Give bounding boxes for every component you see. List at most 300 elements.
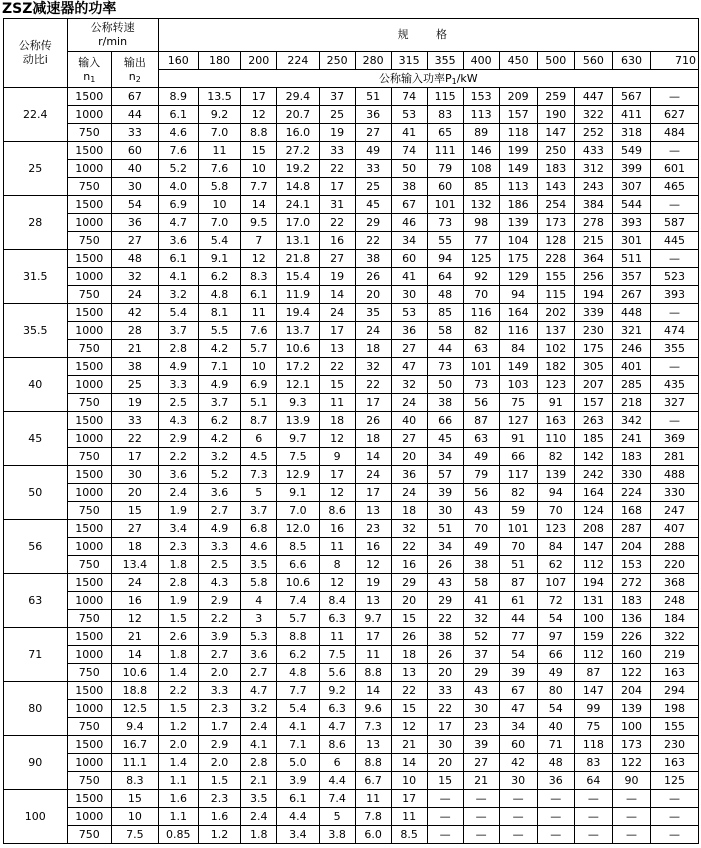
power-cell: 6.2 — [277, 646, 319, 664]
power-cell: 327 — [651, 394, 699, 412]
power-cell: 5.4 — [198, 232, 240, 250]
power-cell: 16 — [355, 538, 391, 556]
power-cell: — — [499, 808, 537, 826]
power-cell: 118 — [574, 736, 612, 754]
power-cell: 74 — [391, 88, 427, 106]
power-cell: 12 — [319, 484, 355, 502]
power-cell: 2.3 — [198, 700, 240, 718]
power-cell: 118 — [499, 124, 537, 142]
power-cell: 26 — [355, 268, 391, 286]
power-cell: 247 — [651, 502, 699, 520]
power-cell: 63 — [463, 430, 499, 448]
power-cell: 474 — [651, 322, 699, 340]
power-cell: 7.6 — [198, 160, 240, 178]
header-row-1 — [4, 19, 699, 52]
power-cell: 2.0 — [198, 664, 240, 682]
power-cell: 51 — [427, 520, 463, 538]
ratio-cell: 35.5 — [4, 304, 68, 358]
power-cell: 207 — [574, 376, 612, 394]
power-cell: 15 — [391, 610, 427, 628]
power-cell: 4.9 — [198, 376, 240, 394]
power-cell: 27 — [355, 124, 391, 142]
ratio-cell: 80 — [4, 682, 68, 736]
power-cell: 2.5 — [158, 394, 198, 412]
power-cell: — — [574, 808, 612, 826]
power-cell: 219 — [651, 646, 699, 664]
power-cell: 21 — [391, 736, 427, 754]
power-cell: 139 — [499, 214, 537, 232]
power-cell: 157 — [574, 394, 612, 412]
power-cell: 24 — [391, 484, 427, 502]
input-speed-cell: 1000 — [67, 106, 111, 124]
power-cell: 8 — [319, 556, 355, 574]
input-speed-cell: 750 — [67, 664, 111, 682]
power-cell: 75 — [574, 718, 612, 736]
power-cell: 259 — [537, 88, 574, 106]
power-cell: 215 — [574, 232, 612, 250]
power-cell: 263 — [574, 412, 612, 430]
power-cell: 13.1 — [277, 232, 319, 250]
power-cell: 147 — [537, 124, 574, 142]
power-cell: 243 — [574, 178, 612, 196]
power-cell: 3.7 — [198, 394, 240, 412]
power-cell: 56 — [463, 484, 499, 502]
power-cell: 2.8 — [241, 754, 277, 772]
power-cell: 1.1 — [158, 808, 198, 826]
power-cell: 2.7 — [198, 502, 240, 520]
power-cell: — — [463, 808, 499, 826]
power-cell: 13 — [319, 340, 355, 358]
power-cell: 47 — [499, 700, 537, 718]
power-cell: 190 — [537, 106, 574, 124]
power-cell: 4.9 — [198, 520, 240, 538]
power-cell: 12 — [319, 430, 355, 448]
power-cell: 92 — [463, 268, 499, 286]
power-cell: 74 — [391, 142, 427, 160]
power-cell: 8.4 — [319, 592, 355, 610]
power-cell: 24 — [319, 304, 355, 322]
power-cell: 25 — [355, 178, 391, 196]
power-cell: 204 — [612, 682, 650, 700]
power-cell: 87 — [574, 664, 612, 682]
power-cell: — — [574, 790, 612, 808]
power-cell: 523 — [651, 268, 699, 286]
power-cell: 64 — [427, 268, 463, 286]
table-row — [4, 610, 699, 628]
power-cell: 285 — [612, 376, 650, 394]
output-speed-cell: 8.3 — [112, 772, 159, 790]
power-cell: 3.2 — [198, 448, 240, 466]
output-speed-cell: 44 — [112, 106, 159, 124]
power-cell: 164 — [574, 484, 612, 502]
power-cell: 94 — [537, 484, 574, 502]
power-cell: 11 — [319, 394, 355, 412]
power-cell: 16 — [391, 556, 427, 574]
power-cell: 15 — [427, 772, 463, 790]
power-cell: 7.7 — [241, 178, 277, 196]
power-cell: 1.1 — [158, 772, 198, 790]
table-row — [4, 448, 699, 466]
power-cell: 27 — [463, 754, 499, 772]
power-cell: 6.1 — [277, 790, 319, 808]
output-speed-cell: 33 — [112, 124, 159, 142]
power-cell: 32 — [355, 358, 391, 376]
power-cell: — — [574, 826, 612, 844]
power-cell: 3.6 — [198, 484, 240, 502]
input-speed-cell: 1500 — [67, 412, 111, 430]
power-cell: 46 — [391, 214, 427, 232]
table-row — [4, 358, 699, 376]
power-cell: 6.8 — [241, 520, 277, 538]
power-cell: 1.9 — [158, 502, 198, 520]
power-cell: 85 — [463, 178, 499, 196]
input-speed-cell: 1000 — [67, 538, 111, 556]
input-speed-cell: 1000 — [67, 754, 111, 772]
power-cell: 17 — [355, 628, 391, 646]
power-cell: 12 — [355, 556, 391, 574]
power-cell: 2.2 — [158, 448, 198, 466]
power-cell: 1.5 — [198, 772, 240, 790]
power-cell: 7.0 — [198, 124, 240, 142]
power-cell: 83 — [427, 106, 463, 124]
power-cell: — — [463, 826, 499, 844]
power-cell: 33 — [427, 682, 463, 700]
table-row — [4, 754, 699, 772]
power-cell: 4.2 — [198, 430, 240, 448]
power-cell: 8.1 — [198, 304, 240, 322]
power-cell: 544 — [612, 196, 650, 214]
power-cell: 14 — [241, 196, 277, 214]
power-cell: 407 — [651, 520, 699, 538]
power-cell: 3.7 — [241, 502, 277, 520]
power-cell: 18 — [355, 340, 391, 358]
power-cell: 301 — [612, 232, 650, 250]
power-cell: 9.7 — [355, 610, 391, 628]
power-cell: 40 — [537, 718, 574, 736]
power-cell: 183 — [537, 160, 574, 178]
power-cell: 202 — [537, 304, 574, 322]
power-cell: 163 — [537, 412, 574, 430]
power-cell: 3.6 — [158, 232, 198, 250]
table-row — [4, 502, 699, 520]
power-cell: 7.4 — [319, 790, 355, 808]
power-cell: 355 — [651, 340, 699, 358]
input-speed-cell: 750 — [67, 286, 111, 304]
power-cell: 17.2 — [277, 358, 319, 376]
power-cell: 7.6 — [158, 142, 198, 160]
power-cell: 66 — [537, 646, 574, 664]
power-cell: 6.3 — [319, 700, 355, 718]
power-cell: 1.9 — [158, 592, 198, 610]
power-cell: 254 — [537, 196, 574, 214]
power-cell: 19 — [319, 124, 355, 142]
power-cell: 40 — [391, 412, 427, 430]
input-speed-cell: 1500 — [67, 574, 111, 592]
power-cell: 14 — [355, 448, 391, 466]
power-cell: 108 — [463, 160, 499, 178]
output-speed-cell: 27 — [112, 520, 159, 538]
power-cell: 41 — [391, 124, 427, 142]
table-row — [4, 394, 699, 412]
power-cell: — — [499, 826, 537, 844]
input-speed-cell: 750 — [67, 124, 111, 142]
power-cell: 1.5 — [158, 700, 198, 718]
output-speed-cell: 24 — [112, 574, 159, 592]
power-cell: 127 — [499, 412, 537, 430]
table-row — [4, 466, 699, 484]
power-cell: — — [427, 808, 463, 826]
power-cell: 57 — [427, 466, 463, 484]
power-cell: 5.1 — [241, 394, 277, 412]
power-cell: 22 — [355, 376, 391, 394]
header-row-2 — [4, 52, 699, 70]
power-cell: 163 — [651, 754, 699, 772]
power-cell: 27 — [319, 250, 355, 268]
power-cell: 11 — [355, 646, 391, 664]
power-cell: 116 — [463, 304, 499, 322]
power-cell: 112 — [574, 556, 612, 574]
power-cell: 1.2 — [198, 826, 240, 844]
power-cell: 100 — [612, 718, 650, 736]
power-cell: 10 — [391, 772, 427, 790]
power-cell: 7.3 — [241, 466, 277, 484]
power-cell: 43 — [463, 682, 499, 700]
power-cell: 9.2 — [198, 106, 240, 124]
speed-header: 公称转速 r/min — [67, 19, 158, 52]
table-row — [4, 268, 699, 286]
power-cell: 122 — [612, 664, 650, 682]
power-cell: 4.6 — [241, 538, 277, 556]
power-cell: 393 — [651, 286, 699, 304]
power-cell: 2.2 — [158, 682, 198, 700]
table-row — [4, 592, 699, 610]
table-row — [4, 376, 699, 394]
power-cell: 1.7 — [198, 718, 240, 736]
power-cell: 122 — [612, 754, 650, 772]
power-cell: 21 — [463, 772, 499, 790]
table-row — [4, 808, 699, 826]
power-cell: 77 — [499, 628, 537, 646]
power-cell: 7.6 — [241, 322, 277, 340]
output-speed-cell: 21 — [112, 628, 159, 646]
power-cell: 173 — [612, 736, 650, 754]
power-cell: 4.8 — [198, 286, 240, 304]
output-speed-cell: 22 — [112, 430, 159, 448]
table-row — [4, 340, 699, 358]
power-cell: 70 — [463, 520, 499, 538]
power-cell: — — [651, 142, 699, 160]
power-cell: 433 — [574, 142, 612, 160]
power-cell: 2.9 — [198, 592, 240, 610]
power-cell: 101 — [463, 358, 499, 376]
table-row — [4, 412, 699, 430]
power-cell: 4.0 — [158, 178, 198, 196]
power-cell: 173 — [537, 214, 574, 232]
power-cell: 48 — [427, 286, 463, 304]
power-cell: 186 — [499, 196, 537, 214]
power-cell: 10 — [241, 160, 277, 178]
power-cell: 27 — [391, 430, 427, 448]
power-cell: 256 — [574, 268, 612, 286]
size-cell: 355 — [427, 52, 463, 70]
power-cell: 6.0 — [355, 826, 391, 844]
power-cell: 70 — [499, 538, 537, 556]
power-cell: 369 — [651, 430, 699, 448]
power-cell: 39 — [499, 664, 537, 682]
power-cell: 4.6 — [158, 124, 198, 142]
power-cell: 305 — [574, 358, 612, 376]
power-cell: 13 — [391, 664, 427, 682]
power-cell: 147 — [574, 682, 612, 700]
power-cell: 17 — [355, 394, 391, 412]
power-cell: 111 — [427, 142, 463, 160]
power-cell: 91 — [499, 430, 537, 448]
input-speed-cell: 1000 — [67, 484, 111, 502]
ratio-cell: 56 — [4, 520, 68, 574]
power-cell: 102 — [537, 340, 574, 358]
power-cell: — — [427, 826, 463, 844]
power-cell: 7.8 — [355, 808, 391, 826]
power-cell: 278 — [574, 214, 612, 232]
power-cell: 24.1 — [277, 196, 319, 214]
power-cell: 322 — [651, 628, 699, 646]
power-cell: 6.1 — [241, 286, 277, 304]
power-cell: 5.2 — [198, 466, 240, 484]
output-speed-cell: 30 — [112, 178, 159, 196]
power-cell: 36 — [391, 466, 427, 484]
power-cell: 3 — [241, 610, 277, 628]
output-speed-cell: 18 — [112, 538, 159, 556]
power-cell: 66 — [427, 412, 463, 430]
power-cell: 43 — [463, 502, 499, 520]
power-cell: 182 — [537, 358, 574, 376]
power-cell: 82 — [537, 448, 574, 466]
input-speed-cell: 1500 — [67, 196, 111, 214]
power-cell: 2.8 — [158, 574, 198, 592]
power-cell: 447 — [574, 88, 612, 106]
power-cell: 18 — [391, 502, 427, 520]
power-cell: 73 — [463, 376, 499, 394]
input-speed-cell: 1000 — [67, 322, 111, 340]
power-cell: 84 — [537, 538, 574, 556]
table-body — [4, 19, 699, 844]
power-cell: 54 — [499, 646, 537, 664]
power-cell: 218 — [612, 394, 650, 412]
power-cell: 2.0 — [198, 754, 240, 772]
power-cell: 272 — [612, 574, 650, 592]
power-cell: 601 — [651, 160, 699, 178]
power-cell: 20 — [391, 592, 427, 610]
table-row — [4, 664, 699, 682]
table-row — [4, 196, 699, 214]
power-cell: — — [612, 808, 650, 826]
power-cell: 3.3 — [198, 682, 240, 700]
table-row — [4, 628, 699, 646]
power-cell: 185 — [574, 430, 612, 448]
input-speed-cell: 1500 — [67, 790, 111, 808]
ratio-cell: 25 — [4, 142, 68, 196]
output-speed-cell: 42 — [112, 304, 159, 322]
power-cell: 26 — [391, 628, 427, 646]
power-cell: 26 — [427, 646, 463, 664]
power-cell: 307 — [612, 178, 650, 196]
power-cell: 6.3 — [319, 610, 355, 628]
power-cell: 10 — [198, 196, 240, 214]
power-cell: 204 — [612, 538, 650, 556]
power-cell: 18 — [319, 412, 355, 430]
power-cell: 117 — [499, 466, 537, 484]
power-cell: 124 — [574, 502, 612, 520]
power-cell: 2.7 — [241, 664, 277, 682]
power-cell: 2.4 — [241, 808, 277, 826]
input-speed-cell: 1000 — [67, 808, 111, 826]
power-cell: 36 — [537, 772, 574, 790]
input-speed-cell: 750 — [67, 772, 111, 790]
input-speed-cell: 1500 — [67, 88, 111, 106]
power-cell: 14 — [355, 682, 391, 700]
power-cell: 7.7 — [277, 682, 319, 700]
power-cell: 18 — [391, 646, 427, 664]
power-cell: 445 — [651, 232, 699, 250]
power-cell: 322 — [574, 106, 612, 124]
power-cell: 30 — [391, 286, 427, 304]
power-cell: 5 — [319, 808, 355, 826]
power-cell: 4.7 — [158, 214, 198, 232]
power-cell: 250 — [537, 142, 574, 160]
input-speed-cell: 750 — [67, 448, 111, 466]
power-cell: 24 — [355, 322, 391, 340]
power-cell: 2.3 — [158, 538, 198, 556]
power-cell: 36 — [355, 106, 391, 124]
table-row — [4, 574, 699, 592]
power-cell: 13.7 — [277, 322, 319, 340]
power-cell: 7.0 — [277, 502, 319, 520]
power-cell: 9.3 — [277, 394, 319, 412]
power-cell: 94 — [427, 250, 463, 268]
power-cell: 20 — [355, 286, 391, 304]
input-speed-cell: 1000 — [67, 646, 111, 664]
power-cell: — — [651, 790, 699, 808]
power-cell: 123 — [537, 520, 574, 538]
power-cell: 20 — [427, 754, 463, 772]
power-cell: 184 — [651, 610, 699, 628]
power-cell: 2.9 — [158, 430, 198, 448]
power-cell: 155 — [537, 268, 574, 286]
power-cell: 18 — [355, 430, 391, 448]
size-cell: 160 — [158, 52, 198, 70]
power-cell: 242 — [574, 466, 612, 484]
power-cell: 248 — [651, 592, 699, 610]
power-cell: 7.1 — [277, 736, 319, 754]
power-cell: 15 — [319, 376, 355, 394]
size-cell: 315 — [391, 52, 427, 70]
output-speed-cell: 27 — [112, 232, 159, 250]
power-cell: 116 — [499, 322, 537, 340]
power-cell: 19.2 — [277, 160, 319, 178]
power-cell: — — [537, 790, 574, 808]
power-cell: 4.5 — [241, 448, 277, 466]
power-cell: 60 — [427, 178, 463, 196]
power-cell: 3.6 — [241, 646, 277, 664]
power-cell: — — [612, 790, 650, 808]
power-cell: 35 — [355, 304, 391, 322]
power-cell: 7.5 — [319, 646, 355, 664]
power-cell: 252 — [574, 124, 612, 142]
ratio-cell: 40 — [4, 358, 68, 412]
output-speed-cell: 16 — [112, 592, 159, 610]
output-speed-cell: 18.8 — [112, 682, 159, 700]
power-cell: 6.9 — [241, 376, 277, 394]
